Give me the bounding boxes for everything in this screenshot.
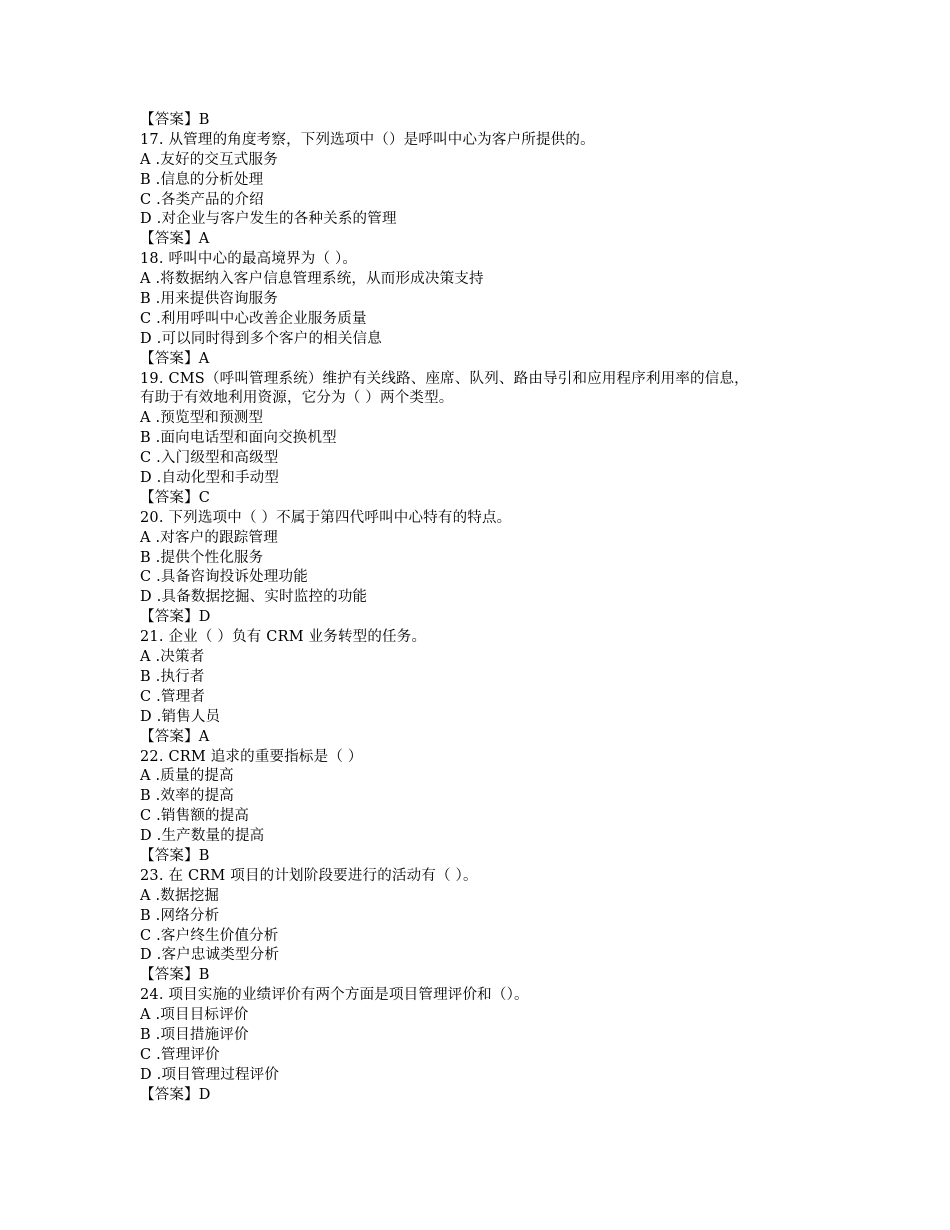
question-17-option-a: A .友好的交互式服务: [140, 151, 278, 168]
question-23-option-c: C .客户终生价值分析: [140, 927, 279, 944]
question-21-stem: 21. 企业（ ）负有 CRM 业务转型的任务。: [140, 629, 427, 646]
question-19-option-d: D .自动化型和手动型: [140, 470, 280, 487]
question-19-stem: 19. CMS（呼叫管理系统）维护有关线路、座席、队列、路由导引和应用程序利用率的信息，: [140, 370, 749, 387]
question-22-stem: 22. CRM 追求的重要指标是（ ）: [140, 748, 363, 765]
answer-line-16: 【答案】B: [140, 112, 210, 128]
answer-line-23: 【答案】B: [140, 967, 210, 984]
question-17-option-d: D .对企业与客户发生的各种关系的管理: [140, 211, 397, 228]
answer-line-18: 【答案】A: [140, 350, 210, 367]
question-21-option-a: A .决策者: [140, 649, 205, 666]
question-19-option-a: A .预览型和预测型: [140, 410, 264, 427]
question-18-stem: 18. 呼叫中心的最高境界为（ ）。: [140, 251, 358, 268]
question-17-option-b: B .信息的分析处理: [140, 171, 264, 188]
question-18-option-a: A .将数据纳入客户信息管理系统，从而形成决策支持: [140, 271, 484, 288]
answer-line-21: 【答案】A: [140, 728, 210, 745]
question-24-option-a: A .项目目标评价: [140, 1007, 249, 1024]
question-18-option-d: D .可以同时得到多个客户的相关信息: [140, 330, 382, 347]
answer-line-17: 【答案】A: [140, 231, 210, 248]
question-22-option-d: D .生产数量的提高: [140, 828, 265, 845]
question-17-stem: 17. 从管理的角度考察，下列选项中（）是呼叫中心为客户所提供的。: [140, 131, 595, 148]
question-20-option-b: B .提供个性化服务: [140, 549, 264, 566]
question-22-option-a: A .质量的提高: [140, 768, 234, 785]
question-20-stem: 20. 下列选项中（ ）不属于第四代呼叫中心特有的特点。: [140, 509, 512, 526]
question-22-option-c: C .销售额的提高: [140, 808, 250, 825]
question-18-option-c: C .利用呼叫中心改善企业服务质量: [140, 310, 367, 327]
question-24-option-d: D .项目管理过程评价: [140, 1066, 280, 1083]
question-18-option-b: B .用来提供咨询服务: [140, 291, 279, 308]
question-23-stem: 23. 在 CRM 项目的计划阶段要进行的活动有（ ）。: [140, 867, 478, 884]
question-23-option-d: D .客户忠诚类型分析: [140, 947, 280, 964]
question-17-option-c: C .各类产品的介绍: [140, 191, 264, 208]
question-21-option-c: C .管理者: [140, 688, 206, 705]
question-24-option-c: C .管理评价: [140, 1046, 220, 1063]
question-22-option-b: B .效率的提高: [140, 788, 234, 805]
question-23-option-a: A .数据挖掘: [140, 887, 220, 904]
question-23-option-b: B .网络分析: [140, 907, 220, 924]
question-24-option-b: B .项目措施评价: [140, 1026, 249, 1043]
document-text: [140, 111, 820, 1106]
question-20-option-a: A .对客户的跟踪管理: [140, 529, 278, 546]
question-20-option-d: D .具备数据挖掘、实时监控的功能: [140, 589, 368, 606]
question-24-stem: 24. 项目实施的业绩评价有两个方面是项目管理评价和（）。: [140, 987, 529, 1004]
question-21-option-b: B .执行者: [140, 668, 205, 685]
question-19-option-b: B .面向电话型和面向交换机型: [140, 430, 337, 447]
answer-line-19: 【答案】C: [140, 489, 211, 506]
question-20-option-c: C .具备咨询投诉处理功能: [140, 569, 308, 586]
question-19-stem-continued: 有助于有效地利用资源，它分为（ ）两个类型。: [140, 390, 454, 407]
answer-line-24: 【答案】D: [140, 1086, 211, 1103]
answer-line-20: 【答案】D: [140, 609, 211, 626]
answer-line-22: 【答案】B: [140, 847, 210, 864]
question-21-option-d: D .销售人员: [140, 708, 221, 725]
question-19-option-c: C .入门级型和高级型: [140, 450, 279, 467]
